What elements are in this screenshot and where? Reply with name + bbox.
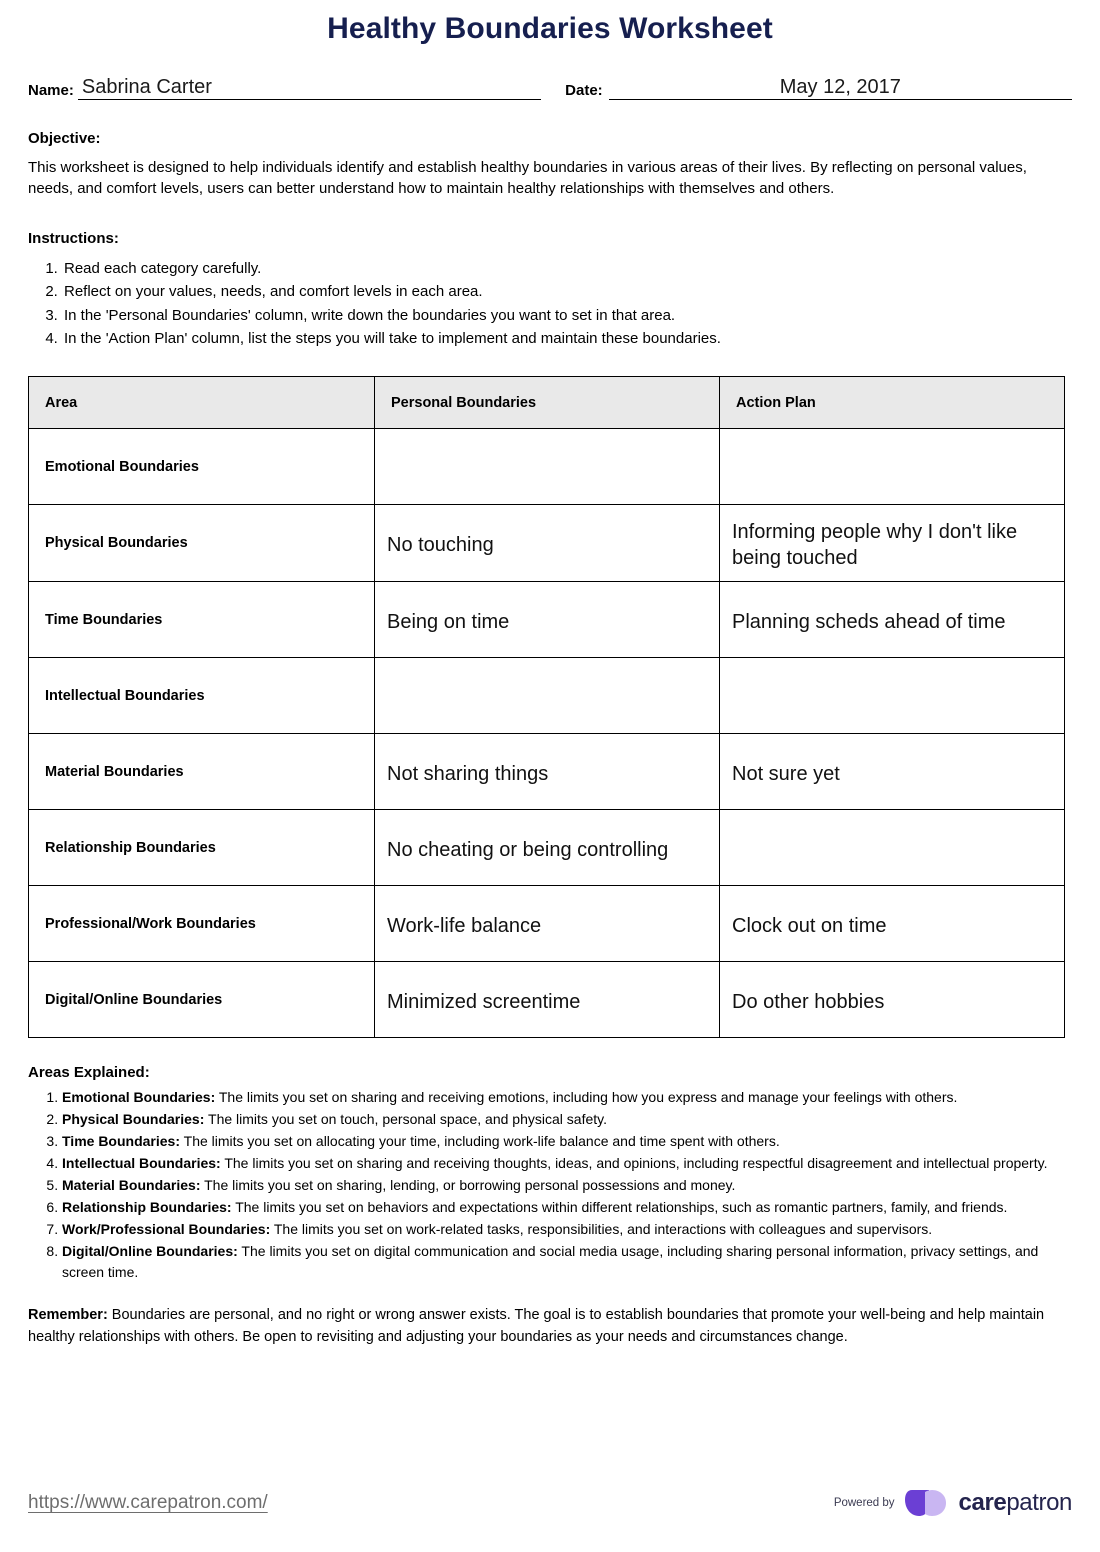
page-footer <box>28 1488 1072 1518</box>
area-definition: The limits you set on digital communication and social media usage, including sharing personal information, privacy settings, and screen time. <box>62 1243 1039 1280</box>
table-row <box>29 429 1065 505</box>
column-header-action-plan: Action Plan <box>720 377 1065 429</box>
area-term: Digital/Online Boundaries: <box>62 1243 238 1259</box>
powered-by-label: Powered by <box>833 1497 895 1509</box>
table-row <box>29 734 1065 810</box>
area-definition: The limits you set on sharing and receiving thoughts, ideas, and opinions, including respectful disagreement and intellectual property. <box>220 1155 1048 1171</box>
personal-boundaries-value <box>387 465 707 469</box>
personal-boundaries-cell[interactable] <box>375 886 720 962</box>
list-item <box>62 1087 1072 1108</box>
area-term: Relationship Boundaries: <box>62 1199 232 1215</box>
table-row <box>29 658 1065 734</box>
boundaries-table <box>28 376 1065 1038</box>
name-label: Name: <box>28 81 74 99</box>
list-item <box>62 1109 1072 1130</box>
remember-note <box>28 1305 1072 1349</box>
table-row <box>29 886 1065 962</box>
worksheet-page <box>0 10 1100 1552</box>
area-definition: The limits you set on sharing, lending, or borrowing personal possessions and money. <box>200 1177 736 1193</box>
personal-boundaries-cell[interactable] <box>375 810 720 886</box>
action-plan-cell[interactable] <box>720 429 1065 505</box>
action-plan-cell[interactable] <box>720 582 1065 658</box>
action-plan-cell[interactable] <box>720 658 1065 734</box>
personal-boundaries-value: No touching <box>387 534 494 556</box>
list-item <box>62 1175 1072 1196</box>
area-label: Relationship Boundaries <box>29 810 375 886</box>
action-plan-value <box>732 694 1052 698</box>
area-label: Intellectual Boundaries <box>29 658 375 734</box>
table-header-row <box>29 377 1065 429</box>
personal-boundaries-cell[interactable] <box>375 582 720 658</box>
personal-boundaries-value: Not sharing things <box>387 762 549 785</box>
table-row <box>29 582 1065 658</box>
personal-boundaries-value: Being on time <box>387 610 510 633</box>
list-item <box>62 1197 1072 1218</box>
instructions-list <box>28 257 1072 350</box>
action-plan-cell[interactable] <box>720 734 1065 810</box>
brand-care: care <box>958 1489 1007 1516</box>
remember-label: Remember: <box>28 1307 108 1323</box>
area-label: Physical Boundaries <box>29 505 375 582</box>
carepatron-url-link[interactable]: https://www.carepatron.com/ <box>28 1492 268 1513</box>
date-label: Date: <box>565 81 603 99</box>
action-plan-cell[interactable] <box>720 810 1065 886</box>
action-plan-cell[interactable] <box>720 886 1065 962</box>
areas-explained-heading: Areas Explained: <box>28 1064 150 1081</box>
area-definition: The limits you set on allocating your time, including work-life balance and time spent with others. <box>180 1133 780 1149</box>
personal-boundaries-cell[interactable] <box>375 429 720 505</box>
identity-row <box>28 70 1072 100</box>
date-input[interactable] <box>609 72 1072 100</box>
name-input[interactable] <box>78 72 541 100</box>
date-value: May 12, 2017 <box>779 75 901 98</box>
brand-patron: patron <box>1006 1489 1072 1516</box>
action-plan-value: Do other hobbies <box>732 990 885 1013</box>
table-row <box>29 962 1065 1038</box>
area-term: Time Boundaries: <box>62 1133 180 1149</box>
action-plan-value: Planning scheds ahead of time <box>732 610 1006 633</box>
action-plan-value: Informing people why I don't like being touched <box>732 521 1018 569</box>
areas-explained-list <box>28 1087 1072 1283</box>
list-item <box>62 1241 1072 1283</box>
area-definition: The limits you set on touch, personal space, and physical safety. <box>204 1111 607 1127</box>
table-row <box>29 505 1065 582</box>
personal-boundaries-value: No cheating or being controlling <box>387 838 669 861</box>
remember-text: Boundaries are personal, and no right or wrong answer exists. The goal is to establish boundaries that promote your well-being and help maintain healthy relationships with others. Be open to revisiting and adjusting your boundaries as your needs and circumstances change. <box>28 1307 1045 1345</box>
objective-text: This worksheet is designed to help individuals identify and establish healthy boundaries in various areas of their lives. By reflecting on personal values, needs, and comfort levels, users can better understand how to maintain healthy relationships with themselves and others. <box>28 158 1027 198</box>
personal-boundaries-cell[interactable] <box>375 658 720 734</box>
objective-heading: Objective: <box>28 129 101 147</box>
area-term: Intellectual Boundaries: <box>62 1155 221 1171</box>
carepatron-logo-icon <box>904 1488 950 1518</box>
area-label: Material Boundaries <box>29 734 375 810</box>
action-plan-value: Not sure yet <box>732 762 840 785</box>
area-definition: The limits you set on sharing and receiving emotions, including how you express and manage your feelings with others. <box>215 1089 958 1105</box>
area-label: Time Boundaries <box>29 582 375 658</box>
action-plan-value <box>732 846 1052 850</box>
personal-boundaries-cell[interactable] <box>375 734 720 810</box>
area-definition: The limits you set on work-related tasks, responsibilities, and interactions with colleagues and supervisors. <box>270 1221 933 1237</box>
action-plan-cell[interactable] <box>720 505 1065 582</box>
list-item <box>62 1131 1072 1152</box>
personal-boundaries-cell[interactable] <box>375 962 720 1038</box>
action-plan-cell[interactable] <box>720 962 1065 1038</box>
personal-boundaries-value: Work-life balance <box>387 914 542 937</box>
list-item <box>62 1219 1072 1240</box>
carepatron-wordmark <box>959 1491 1072 1515</box>
area-term: Work/Professional Boundaries: <box>62 1221 271 1237</box>
table-row <box>29 810 1065 886</box>
column-header-area: Area <box>29 377 375 429</box>
personal-boundaries-value: Minimized screentime <box>387 990 581 1013</box>
area-term: Emotional Boundaries: <box>62 1089 216 1105</box>
action-plan-value: Clock out on time <box>732 914 887 937</box>
list-item: 1. Read each category carefully. <box>62 257 1072 280</box>
area-term: Physical Boundaries: <box>62 1111 205 1127</box>
name-value: Sabrina Carter <box>81 75 212 98</box>
list-item <box>62 1153 1072 1174</box>
list-item: 4. In the 'Action Plan' column, list the steps you will take to implement and maintain these boundaries. <box>62 327 1072 350</box>
personal-boundaries-cell[interactable] <box>375 505 720 582</box>
area-label: Emotional Boundaries <box>29 429 375 505</box>
page-title: Healthy Boundaries Worksheet <box>327 12 773 45</box>
area-term: Material Boundaries: <box>62 1177 201 1193</box>
column-header-personal-boundaries: Personal Boundaries <box>375 377 720 429</box>
action-plan-value <box>732 465 1052 469</box>
list-item: 2. Reflect on your values, needs, and comfort levels in each area. <box>62 280 1072 303</box>
area-label: Digital/Online Boundaries <box>29 962 375 1038</box>
list-item: 3. In the 'Personal Boundaries' column, write down the boundaries you want to set in that area. <box>62 304 1072 327</box>
area-definition: The limits you set on behaviors and expectations within different relationships, such as romantic partners, family, and friends. <box>231 1199 1008 1215</box>
powered-by-block <box>834 1488 1072 1518</box>
area-label: Professional/Work Boundaries <box>29 886 375 962</box>
instructions-heading: Instructions: <box>28 230 119 247</box>
personal-boundaries-value <box>387 694 707 698</box>
